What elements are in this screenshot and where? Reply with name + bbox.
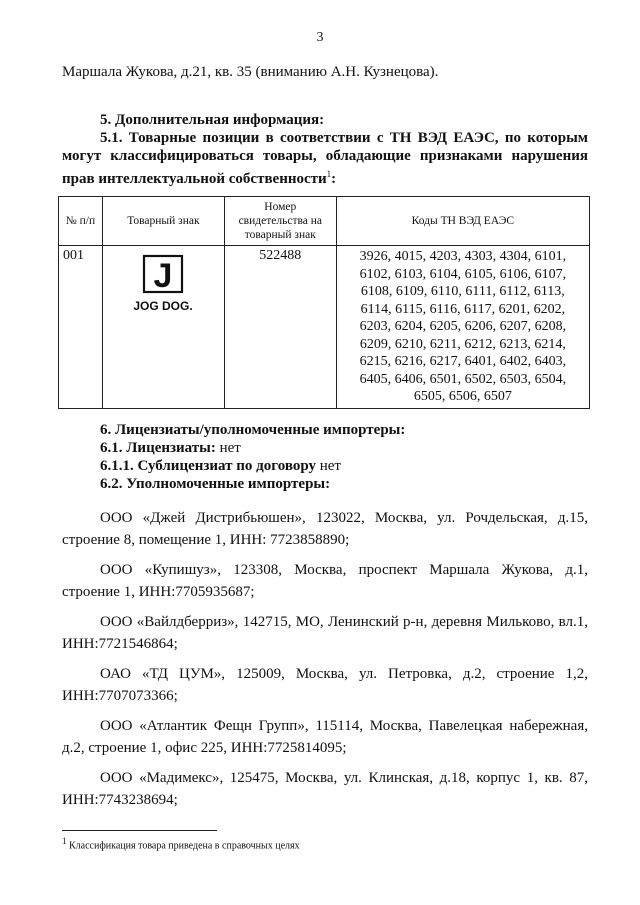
logo-text: JOG DOG.: [133, 299, 194, 313]
codes-line: 3926, 4015, 4203, 4303, 4304, 6101,: [359, 249, 567, 264]
codes-line: 6405, 6406, 6501, 6502, 6503, 6504,: [359, 371, 567, 387]
row-num: 001: [59, 246, 103, 409]
importer-1-line1: ООО «Джей Дистрибьюшен», 123022, Москва, ул. Рочдельская, д.15,: [100, 510, 588, 526]
table-header-row: [59, 197, 590, 246]
customs-codes: [336, 246, 589, 409]
codes-line: 6505, 6506, 6507: [413, 389, 512, 404]
section5-heading: 5. Дополнительная информация:: [100, 112, 325, 128]
importer-4-line1: ОАО «ТД ЦУМ», 125009, Москва, ул. Петровка, д.2, строение 1,2,: [100, 666, 588, 682]
header-cert: Номер свидетельства на товарный знак: [224, 197, 336, 246]
section51-line3: прав интеллектуальной собственности$^1$:: [62, 169, 337, 187]
header-num: № п/п: [59, 197, 103, 246]
importer-6-line2: ИНН:7743238694;: [62, 792, 178, 808]
page-number: 3: [316, 30, 324, 45]
section61-line: 6.1. Лицензиаты: нет: [100, 440, 241, 456]
section51-line1: 5.1. Товарные позиции в соответствии с ТН ВЭД ЕАЭС, по которым: [100, 130, 588, 146]
codes-line: 6209, 6210, 6211, 6212, 6213, 6214,: [359, 336, 566, 352]
codes-line: 6108, 6109, 6110, 6111, 6112, 6113,: [360, 284, 565, 299]
codes-line: 6215, 6216, 6217, 6401, 6402, 6403,: [359, 354, 567, 369]
section62-line: 6.2. Уполномоченные импортеры:: [100, 476, 331, 492]
certificate-number: 522488: [224, 246, 336, 409]
codes-line: 6203, 6204, 6205, 6206, 6207, 6208,: [359, 319, 567, 334]
footnote-ref: 1: [326, 169, 332, 179]
importer-3-line1: ООО «Вайлдберриз», 142715, МО, Ленинский р-н, деревня Мильково, вл.1,: [100, 614, 588, 630]
importer-2-line1: ООО «Купишуз», 123308, Москва, проспект Маршала Жукова, д.1,: [100, 562, 588, 578]
importer-4-line2: ИНН:7707073366;: [62, 688, 178, 704]
jog-dog-logo: [118, 254, 208, 318]
trademark-cell: [102, 246, 224, 409]
header-mark: Товарный знак: [102, 197, 224, 246]
footnote-divider: [62, 830, 217, 831]
importer-2-line2: строение 1, ИНН:7705935687;: [62, 584, 255, 600]
importer-3-line2: ИНН:7721546864;: [62, 636, 178, 652]
importer-5-line2: д.2, строение 1, офис 225, ИНН:7725814095;: [62, 740, 347, 756]
footnote-mark: 1: [62, 836, 67, 846]
footnote: [62, 836, 300, 851]
trademark-table: [58, 196, 590, 409]
logo-letter: J: [153, 257, 173, 295]
section611-line: 6.1.1. Сублицензиат по договору нет: [100, 458, 341, 474]
table-row: [59, 246, 590, 409]
codes-line: 6102, 6103, 6104, 6105, 6106, 6107,: [359, 266, 567, 282]
importer-1-line2: строение 8, помещение 1, ИНН: 7723858890;: [62, 532, 350, 548]
codes-line: 6114, 6115, 6116, 6117, 6201, 6202,: [360, 301, 566, 317]
footnote-text: Классификация товара приведена в справочных целях: [66, 840, 300, 852]
section6-heading: 6. Лицензиаты/уполномоченные импортеры:: [100, 422, 406, 438]
importer-5-line1: ООО «Атлантик Фещн Групп», 115114, Москва, Павелецкая набережная,: [100, 718, 588, 734]
address-line: Маршала Жукова, д.21, кв. 35 (вниманию А.Н. Кузнецова).: [62, 64, 439, 80]
header-codes: Коды ТН ВЭД ЕАЭС: [336, 197, 589, 246]
section51-line2: могут классифицироваться товары, обладающие признаками нарушения: [62, 148, 588, 164]
importer-6-line1: ООО «Мадимекс», 125475, Москва, ул. Клинская, д.18, корпус 1, кв. 87,: [100, 770, 588, 786]
